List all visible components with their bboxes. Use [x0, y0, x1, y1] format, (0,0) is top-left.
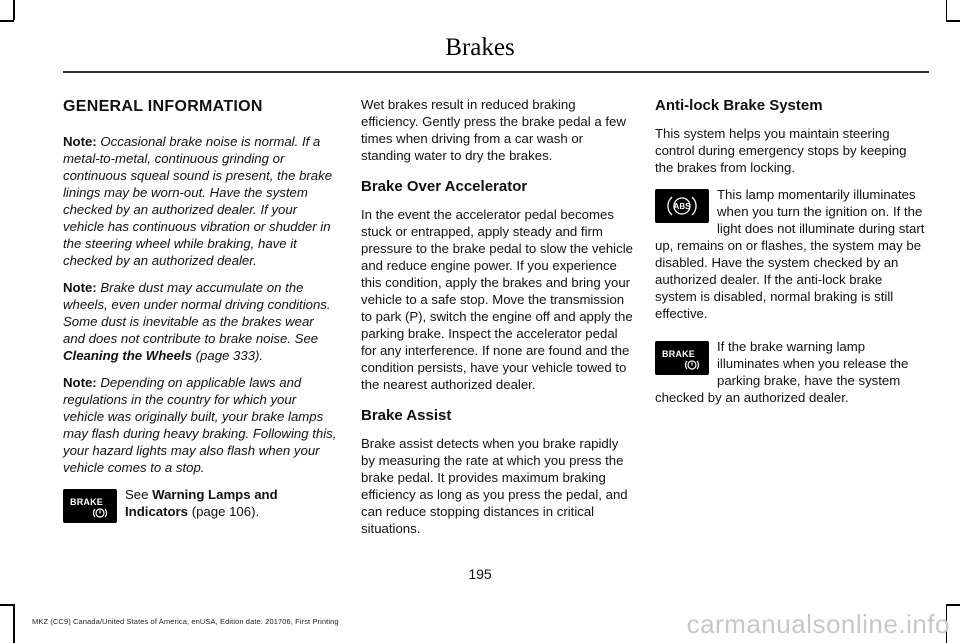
abs-intro-paragraph: This system helps you maintain steering control during emergency stops by keeping the brakes from locking. — [655, 126, 907, 175]
lamp-label: BRAKE — [70, 497, 104, 507]
column-1 — [63, 96, 337, 525]
column-3 — [655, 96, 927, 406]
note-brake-lamps — [63, 374, 337, 476]
brake-lamp-paragraph: If the brake warning lamp illuminates when you release the parking brake, have the system checked by an authorized dealer. — [655, 339, 909, 405]
abs-lamp-paragraph: This lamp momentarily illuminates when you turn the ignition on. If the light does not illuminate during start up, remains on or flashes, the system may be disabled. Have the system checked by an authorized dealer. If the anti-lock brake system is disabled, normal braking is still effective. — [655, 187, 925, 321]
abs-circle-icon — [667, 193, 697, 219]
note-brake-noise — [63, 133, 337, 269]
note-text: Brake dust may accumulate on the wheels, even under normal driving conditions. Some dust is inevitable as the brakes wear and does not contribute to brake noise. See — [63, 280, 331, 346]
crop-mark — [946, 0, 948, 20]
lamp-label: BRAKE — [662, 349, 696, 359]
crop-mark — [0, 604, 14, 606]
crop-mark — [946, 20, 960, 22]
brake-assist-paragraph: Brake assist detects when you brake rapidly by measuring the rate at which you press the brake pedal. It provides maximum braking efficiency as long as you press the pedal, and can reduce stopping distances in critical situations. — [361, 436, 628, 536]
page-number: 195 — [468, 566, 492, 582]
note-text: Depending on applicable laws and regulations in the country for which your vehicle was originally built, your brake lamps may flash during heavy braking. Following this, your hazard lights may also flash when your vehicle comes to a stop. — [63, 375, 337, 475]
note-label: Note: — [63, 134, 97, 149]
brake-lamp-block — [655, 338, 927, 406]
brake-warning-lamp-icon — [63, 489, 117, 523]
brake-warning-lamp-icon — [655, 341, 709, 375]
cross-reference-link[interactable]: Warning Lamps and Indicators — [125, 487, 278, 519]
brake-circle-icon — [92, 507, 108, 519]
note-text: Occasional brake noise is normal. If a metal-to-metal, continuous grinding or continuous squeal sound is present, the brake linings may be worn-out. Have the system checked by an authorized dealer. If your vehicle has continuous vibration or shudder in the steering wheel while braking, have it checked by an authorized dealer. — [63, 134, 333, 268]
wet-brakes-paragraph: Wet brakes result in reduced braking efficiency. Gently press the brake pedal a few times when driving from a car wash or standing water to dry the brakes. — [361, 97, 626, 163]
note-label: Note: — [63, 280, 97, 295]
abs-warning-lamp-icon — [655, 189, 709, 223]
page-reference: (page 333). — [195, 348, 264, 363]
note-label: Note: — [63, 375, 97, 390]
section-heading-brake-over-accelerator: Brake Over Accelerator — [361, 178, 528, 195]
section-heading-anti-lock-brake-system: Anti-lock Brake System — [655, 97, 823, 114]
column-2 — [361, 96, 633, 547]
crop-mark — [0, 20, 14, 22]
cross-reference-link[interactable]: Cleaning the Wheels — [63, 348, 192, 363]
brake-over-accelerator-paragraph: In the event the accelerator pedal becomes stuck or entrapped, apply steady and firm pressure to the brake pedal to slow the vehicle and reduce engine power. If you experience this condition, apply the brakes and bring your vehicle to a safe stop. Move the transmission to park (P), switch the engine off and apply the parking brake. Inspect the accelerator pedal for any interference. If none are found and the condition persists, have your vehicle towed to the nearest authorized dealer. — [361, 207, 633, 392]
page-reference: (page 106). — [191, 504, 260, 519]
lamp-see-text: See Warning Lamps and Indicators (page 106). — [125, 487, 278, 519]
page-title: Brakes — [445, 34, 515, 61]
warning-lamp-reference — [63, 486, 337, 525]
footer-edition-info: MKZ (CC9) Canada/United States of America, enUSA, Edition date: 201706, First Printing — [32, 617, 339, 626]
watermark: carmanualsonline.info — [686, 609, 950, 639]
section-heading-brake-assist: Brake Assist — [361, 407, 452, 424]
brake-circle-icon — [684, 359, 700, 371]
abs-lamp-block — [655, 186, 927, 322]
crop-mark — [13, 0, 15, 20]
crop-mark — [13, 604, 15, 643]
note-brake-dust — [63, 279, 337, 364]
section-heading-general-information: GENERAL INFORMATION — [63, 98, 263, 115]
header-divider — [63, 71, 929, 73]
abs-lamp-text: ABS — [673, 202, 691, 211]
crop-mark — [946, 604, 960, 606]
